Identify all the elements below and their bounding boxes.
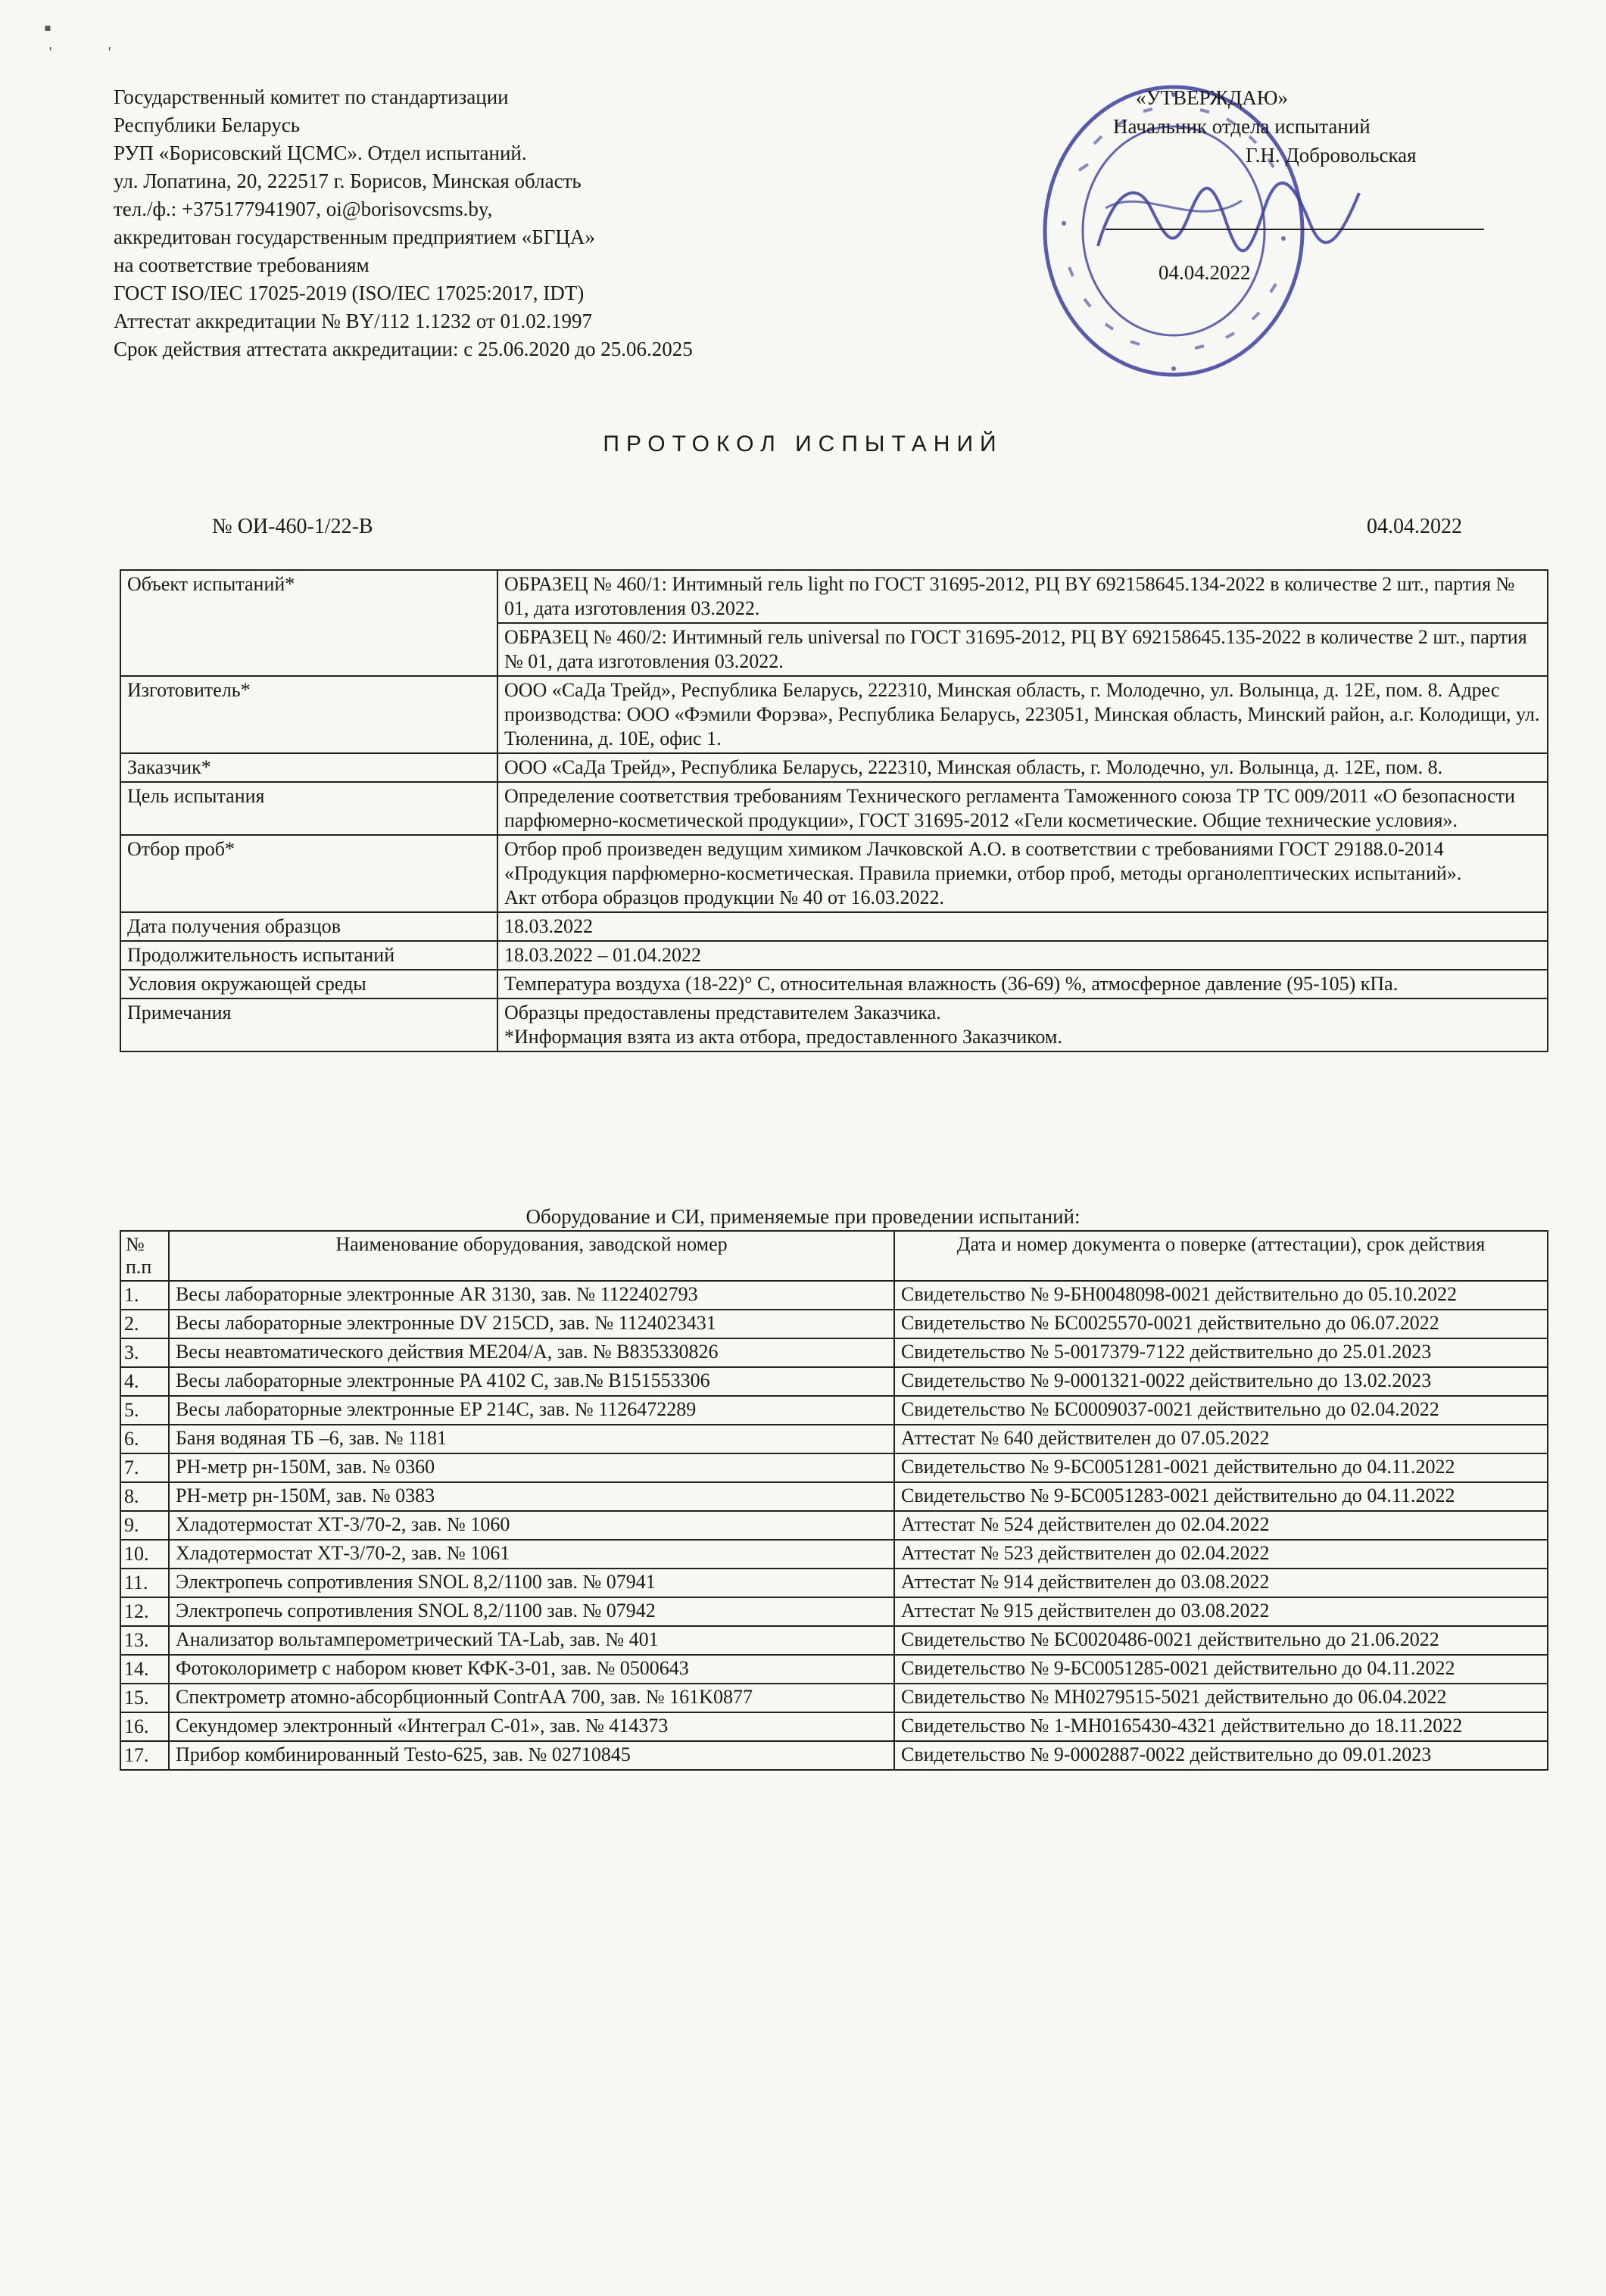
equipment-certificate: Свидетельство № БС0020486-0021 действительно до 21.06.2022 <box>894 1626 1548 1655</box>
approval-position: Начальник отдела испытаний <box>1113 115 1371 138</box>
equipment-name: Весы неавтоматического действия ME204/A, зав. № B835330826 <box>169 1338 894 1367</box>
scan-artifact: ˈ <box>47 44 55 67</box>
equipment-name: Весы лабораторные электронные PA 4102 C, зав.№ B151553306 <box>169 1367 894 1396</box>
equipment-table <box>120 1230 1548 1771</box>
row-number: 13. <box>120 1626 169 1655</box>
organization-header <box>114 83 946 363</box>
equipment-name: Весы лабораторные электронные AR 3130, зав. № 1122402793 <box>169 1281 894 1310</box>
equipment-certificate: Свидетельство № 9-0002887-0022 действительно до 09.01.2023 <box>894 1741 1548 1770</box>
row-label: Заказчик* <box>120 753 497 782</box>
org-line: ГОСТ ISO/IEC 17025-2019 (ISO/IEC 17025:2017, IDT) <box>114 282 585 304</box>
table-row <box>120 676 1548 753</box>
row-number: 6. <box>120 1425 169 1453</box>
equipment-certificate: Свидетельство № МН0279515-5021 действительно до 06.04.2022 <box>894 1684 1548 1712</box>
table-header-row <box>120 1231 1548 1281</box>
equipment-name: Электропечь сопротивления SNOL 8,2/1100 зав. № 07941 <box>169 1569 894 1597</box>
org-line: ул. Лопатина, 20, 222517 г. Борисов, Минская область <box>114 170 582 192</box>
equipment-caption: Оборудование и СИ, применяемые при проведении испытаний: <box>525 1205 1081 1228</box>
table-row <box>120 1741 1548 1770</box>
row-value: ОБРАЗЕЦ № 460/2: Интимный гель universal по ГОСТ 31695-2012, РЦ BY 692158645.135-2022 в количестве 2 шт., партия № 01, дата изготовления 03.2022. <box>497 623 1548 676</box>
equipment-name: Хладотермостат ХТ-3/70-2, зав. № 1060 <box>169 1511 894 1540</box>
equipment-name: Баня водяная ТБ –6, зав. № 1181 <box>169 1425 894 1453</box>
equipment-certificate: Аттестат № 914 действителен до 03.08.2022 <box>894 1569 1548 1597</box>
org-line: РУП «Борисовский ЦСМС». Отдел испытаний. <box>114 142 527 164</box>
table-row <box>120 1684 1548 1712</box>
row-value: ООО «СаДа Трейд», Республика Беларусь, 222310, Минская область, г. Молодечно, ул. Волынца, д. 12Е, пом. 8. Адрес производства: ООО «Фэмили Форэва», Республика Беларусь, 223051, Минская область, Минский район, а.г. Колодищи, ул. Тюленина, д. 10Е, офис 1. <box>497 676 1548 753</box>
row-label: Отбор проб* <box>120 835 497 912</box>
equipment-certificate: Свидетельство № БС0025570-0021 действительно до 06.07.2022 <box>894 1310 1548 1338</box>
row-label: Объект испытаний* <box>120 570 497 676</box>
org-line: Аттестат аккредитации № BY/112 1.1232 от 01.02.1997 <box>114 310 593 332</box>
table-row <box>120 1338 1548 1367</box>
header-num: № п.п <box>120 1231 169 1281</box>
org-line: Государственный комитет по стандартизации <box>114 86 509 108</box>
row-number: 8. <box>120 1482 169 1511</box>
note-line: *Информация взята из акта отбора, предоставленного Заказчиком. <box>504 1026 1062 1048</box>
row-label: Примечания <box>120 998 497 1051</box>
approval-date: 04.04.2022 <box>1159 261 1251 284</box>
equipment-certificate: Свидетельство № 9-БС0051283-0021 действительно до 04.11.2022 <box>894 1482 1548 1511</box>
equipment-name: Секундомер электронный «Интеграл С-01», зав. № 414373 <box>169 1712 894 1741</box>
table-row <box>120 912 1548 941</box>
scan-artifact: ▪ <box>44 17 51 40</box>
protocol-number: № ОИ-460-1/22-В <box>212 515 373 538</box>
table-row <box>120 941 1548 970</box>
table-row <box>120 1597 1548 1626</box>
row-number: 12. <box>120 1597 169 1626</box>
row-label: Продолжительность испытаний <box>120 941 497 970</box>
equipment-name: Анализатор вольтамперометрический TA-Lab, зав. № 401 <box>169 1626 894 1655</box>
row-number: 3. <box>120 1338 169 1367</box>
row-value <box>497 998 1548 1051</box>
table-row <box>120 1425 1548 1453</box>
table-row <box>120 570 1548 623</box>
equipment-certificate: Аттестат № 915 действителен до 03.08.2022 <box>894 1597 1548 1626</box>
row-number: 4. <box>120 1367 169 1396</box>
row-number: 11. <box>120 1569 169 1597</box>
row-value: ООО «СаДа Трейд», Республика Беларусь, 222310, Минская область, г. Молодечно, ул. Волынца, д. 12Е, пом. 8. <box>497 753 1548 782</box>
table-row <box>120 1511 1548 1540</box>
row-value: 18.03.2022 <box>497 912 1548 941</box>
table-row <box>120 1626 1548 1655</box>
row-number: 15. <box>120 1684 169 1712</box>
table-row <box>120 1281 1548 1310</box>
table-row <box>120 835 1548 912</box>
table-row <box>120 1655 1548 1684</box>
row-value: 18.03.2022 – 01.04.2022 <box>497 941 1548 970</box>
info-table <box>120 569 1548 1052</box>
row-value: ОБРАЗЕЦ № 460/1: Интимный гель light по ГОСТ 31695-2012, РЦ BY 692158645.134-2022 в количестве 2 шт., партия № 01, дата изготовления 03.2022. <box>497 570 1548 623</box>
table-row <box>120 1569 1548 1597</box>
row-value: Температура воздуха (18-22)° С, относительная влажность (36-69) %, атмосферное давление (95-105) кПа. <box>497 970 1548 998</box>
protocol-date: 04.04.2022 <box>1367 515 1462 538</box>
equipment-body <box>120 1281 1548 1770</box>
row-number: 17. <box>120 1741 169 1770</box>
org-line: тел./ф.: +375177941907, oi@borisovcsms.by, <box>114 198 493 220</box>
table-row <box>120 1540 1548 1569</box>
row-number: 1. <box>120 1281 169 1310</box>
document-title: ПРОТОКОЛ ИСПЫТАНИЙ <box>603 431 1003 456</box>
table-row <box>120 782 1548 835</box>
row-number: 7. <box>120 1453 169 1482</box>
equipment-certificate: Свидетельство № 9-БС0051285-0021 действительно до 04.11.2022 <box>894 1655 1548 1684</box>
row-label: Цель испытания <box>120 782 497 835</box>
row-label: Изготовитель* <box>120 676 497 753</box>
equipment-name: Электропечь сопротивления SNOL 8,2/1100 зав. № 07942 <box>169 1597 894 1626</box>
equipment-certificate: Свидетельство № БС0009037-0021 действительно до 02.04.2022 <box>894 1396 1548 1425</box>
equipment-name: Прибор комбинированный Testo-625, зав. № 02710845 <box>169 1741 894 1770</box>
table-row <box>120 1453 1548 1482</box>
sampling-act: Акт отбора образцов продукции № 40 от 16.03.2022. <box>504 886 945 908</box>
note-line: Образцы предоставлены представителем Заказчика. <box>504 1002 941 1023</box>
equipment-name: Весы лабораторные электронные EP 214C, зав. № 1126472289 <box>169 1396 894 1425</box>
signature-icon <box>1083 163 1371 276</box>
equipment-certificate: Свидетельство № 1-МН0165430-4321 действительно до 18.11.2022 <box>894 1712 1548 1741</box>
approval-name: Г.Н. Добровольская <box>1246 144 1417 167</box>
scan-artifact: ˈ <box>106 44 114 67</box>
header-name: Наименование оборудования, заводской номер <box>169 1231 894 1281</box>
org-line: Республики Беларусь <box>114 114 301 136</box>
table-row <box>120 1482 1548 1511</box>
table-row <box>120 1712 1548 1741</box>
table-row <box>120 753 1548 782</box>
equipment-certificate: Свидетельство № 9-0001321-0022 действительно до 13.02.2023 <box>894 1367 1548 1396</box>
table-row <box>120 970 1548 998</box>
row-number: 16. <box>120 1712 169 1741</box>
equipment-name: Спектрометр атомно-абсорбционный ContrAA 700, зав. № 161K0877 <box>169 1684 894 1712</box>
row-number: 2. <box>120 1310 169 1338</box>
equipment-certificate: Аттестат № 523 действителен до 02.04.2022 <box>894 1540 1548 1569</box>
equipment-certificate: Свидетельство № 9-БН0048098-0021 действительно до 05.10.2022 <box>894 1281 1548 1310</box>
row-label: Дата получения образцов <box>120 912 497 941</box>
equipment-name: PH-метр рн-150М, зав. № 0383 <box>169 1482 894 1511</box>
header-doc: Дата и номер документа о поверке (аттестации), срок действия <box>894 1231 1548 1281</box>
row-number: 14. <box>120 1655 169 1684</box>
table-row <box>120 1396 1548 1425</box>
approval-heading: «УТВЕРЖДАЮ» <box>1136 86 1289 109</box>
equipment-name: Фотоколориметр с набором кювет КФК-3-01, зав. № 0500643 <box>169 1655 894 1684</box>
equipment-certificate: Аттестат № 640 действителен до 07.05.2022 <box>894 1425 1548 1453</box>
approval-block <box>1113 83 1567 170</box>
equipment-name: Весы лабораторные электронные DV 215CD, зав. № 1124023431 <box>169 1310 894 1338</box>
equipment-name: PH-метр рн-150М, зав. № 0360 <box>169 1453 894 1482</box>
sampling-text: Отбор проб произведен ведущим химиком Лачковской А.О. в соответствии с требованиями ГОСТ 29188.0-2014 «Продукция парфюмерно-косметическая. Правила приемки, отбор проб, методы органолептических испытаний». <box>504 838 1462 884</box>
org-line: Срок действия аттестата аккредитации: с 25.06.2020 до 25.06.2025 <box>114 338 693 360</box>
table-row <box>120 998 1548 1051</box>
org-line: аккредитован государственным предприятием «БГЦА» <box>114 226 595 248</box>
row-label: Условия окружающей среды <box>120 970 497 998</box>
row-number: 10. <box>120 1540 169 1569</box>
row-value <box>497 835 1548 912</box>
signature-line <box>1105 229 1484 230</box>
equipment-certificate: Свидетельство № 5-0017379-7122 действительно до 25.01.2023 <box>894 1338 1548 1367</box>
table-row <box>120 1367 1548 1396</box>
row-value: Определение соответствия требованиям Технического регламента Таможенного союза ТР ТС 009/2011 «О безопасности парфюмерно-косметической продукции», ГОСТ 31695-2012 «Гели косметические. Общие технические условия». <box>497 782 1548 835</box>
equipment-certificate: Аттестат № 524 действителен до 02.04.2022 <box>894 1511 1548 1540</box>
equipment-name: Хладотермостат ХТ-3/70-2, зав. № 1061 <box>169 1540 894 1569</box>
row-number: 5. <box>120 1396 169 1425</box>
table-row <box>120 1310 1548 1338</box>
row-number: 9. <box>120 1511 169 1540</box>
org-line: на соответствие требованиям <box>114 254 370 276</box>
equipment-certificate: Свидетельство № 9-БС0051281-0021 действительно до 04.11.2022 <box>894 1453 1548 1482</box>
